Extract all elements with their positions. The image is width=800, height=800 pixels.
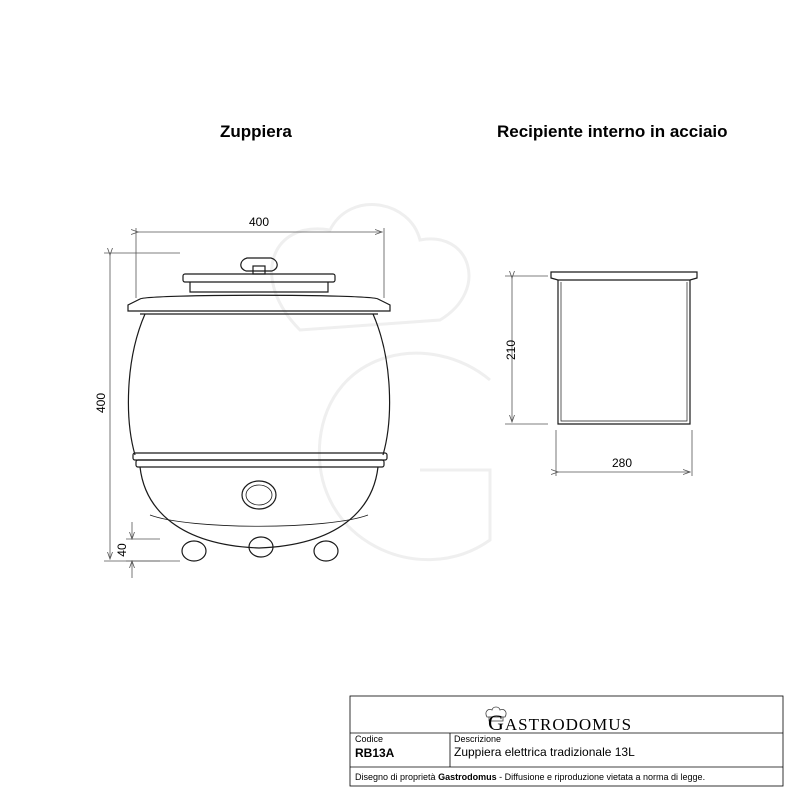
container-rim <box>551 272 697 280</box>
dimension-inner-width: 280 <box>612 456 633 470</box>
dimension-foot-height: 40 <box>115 543 129 557</box>
container-body <box>558 280 690 424</box>
foot-left <box>182 541 206 561</box>
title-inner-container: Recipiente interno in acciaio <box>497 122 728 141</box>
tureen-body-right <box>373 314 390 455</box>
code-value: RB13A <box>355 746 395 760</box>
tureen-lid-collar <box>190 282 328 292</box>
footer-prefix: Disegno di proprietà <box>355 772 436 782</box>
footer-brand: Gastrodomus <box>438 772 497 782</box>
dimension-tureen-height: 400 <box>94 392 108 414</box>
tureen-lower-body <box>140 467 378 548</box>
tureen-body-left <box>128 314 145 455</box>
tureen-drawing <box>128 258 390 561</box>
description-value: Zuppiera elettrica tradizionale 13L <box>454 745 635 759</box>
watermark-logo <box>272 205 490 560</box>
title-block <box>350 696 783 786</box>
foot-right <box>314 541 338 561</box>
code-label: Codice <box>355 734 384 744</box>
tureen-band <box>133 453 387 460</box>
tureen-main-rim <box>128 295 390 311</box>
title-tureen: Zuppiera <box>220 122 292 141</box>
copyright-footer <box>355 772 705 782</box>
tureen-knob-stem <box>253 266 265 274</box>
brand-logo-text <box>488 710 632 736</box>
container-dimension-lines <box>505 276 692 476</box>
dimension-tureen-width: 400 <box>249 215 270 229</box>
inner-container-drawing <box>551 272 697 424</box>
footer-suffix: - Diffusione e riproduzione vietata a norma di legge. <box>499 772 706 782</box>
brand-name: GASTRODOMUS <box>488 710 633 735</box>
dimension-inner-height: 210 <box>504 339 518 361</box>
tureen-lid-rim <box>183 274 335 282</box>
description-label: Descrizione <box>454 734 502 744</box>
